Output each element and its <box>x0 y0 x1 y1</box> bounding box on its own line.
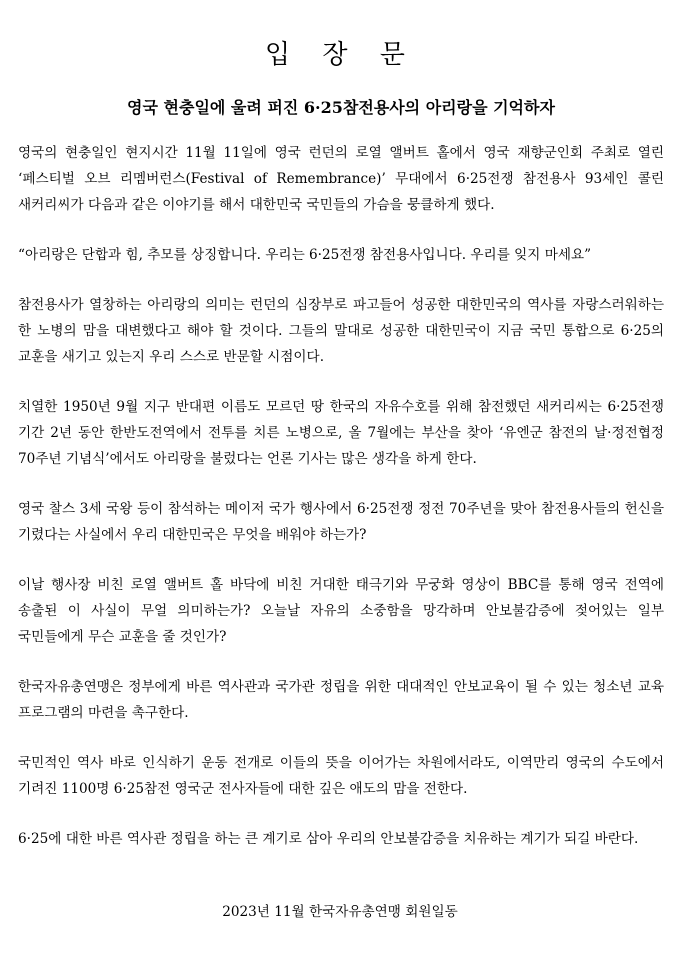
paragraph-3: 참전용사가 열창하는 아리랑의 의미는 런던의 심장부로 파고들어 성공한 대한민국의 역사를 자랑스러워하는 한 노병의 맘을 대변했다고 해야 할 것이다. 그들의 말대로 성공한 대한민국이 지금 국민 통합으로 6·25의 교훈을 새기고 있는지 우리 스스로 반문할 시점이다. <box>18 297 664 365</box>
document-title: 입 장 문 <box>265 40 417 70</box>
document-subtitle: 영국 현충일에 울려 퍼진 6·25참전용사의 아리랑을 기억하자 <box>127 98 555 117</box>
paragraph-8: 국민적인 역사 바로 인식하기 운동 전개로 이들의 뜻을 이어가는 차원에서라도, 이역만리 영국의 수도에서 기려진 1100명 6·25참전 영국군 전사자들에 대한 깊은 애도의 맘을 전한다. <box>18 755 664 797</box>
document-signature: 2023년 11월 한국자유총연맹 회원일동 <box>222 904 458 920</box>
document-body <box>18 140 664 852</box>
paragraph-6: 이날 행사장 비친 로열 앨버트 홀 바닥에 비친 거대한 태극기와 무궁화 영상이 BBC를 통해 영국 전역에 송출된 이 사실이 무얼 의미하는가? 오늘날 자유의 소중함을 망각하며 안보불감증에 젖어있는 일부 국민들에게 무슨 교훈을 줄 것인가? <box>18 577 664 645</box>
paragraph-4: 치열한 1950년 9월 지구 반대편 이름도 모르던 땅 한국의 자유수호를 위해 참전했던 새커리씨는 6·25전쟁 기간 2년 동안 한반도전역에서 전투를 치른 노병으로, 올 7월에는 부산을 찾아 ‘유엔군 참전의 날·정전협정 70주년 기념식’에서도 아리랑을 불렀다는 언론 기사는 많은 생각을 하게 한다. <box>18 399 664 467</box>
paragraph-1: 영국의 현충일인 현지시간 11월 11일에 영국 런던의 로열 앨버트 홀에서 영국 재향군인회 주최로 열린 ‘페스티벌 오브 리멤버런스(Festival of Remembrance)’ 무대에서 6·25전쟁 참전용사 93세인 콜린 새커리씨가 다음과 같은 이야기를 해서 대한민국 국민들의 가슴을 뭉클하게 했다. <box>18 145 664 213</box>
paragraph-7: 한국자유총연맹은 정부에게 바른 역사관과 국가관 정립을 위한 대대적인 안보교육이 될 수 있는 청소년 교육 프로그램의 마련을 촉구한다. <box>18 679 664 721</box>
paragraph-5: 영국 찰스 3세 국왕 등이 참석하는 메이저 국가 행사에서 6·25전쟁 정전 70주년을 맞아 참전용사들의 헌신을 기렸다는 사실에서 우리 대한민국은 무엇을 배워야 하는가? <box>18 501 664 543</box>
paragraph-2-quote: “아리랑은 단합과 힘, 추모를 상징합니다. 우리는 6·25전쟁 참전용사입니다. 우리를 잊지 마세요” <box>18 247 592 263</box>
paragraph-9: 6·25에 대한 바른 역사관 정립을 하는 큰 계기로 삼아 우리의 안보불감증을 치유하는 계기가 되길 바란다. <box>18 831 639 847</box>
